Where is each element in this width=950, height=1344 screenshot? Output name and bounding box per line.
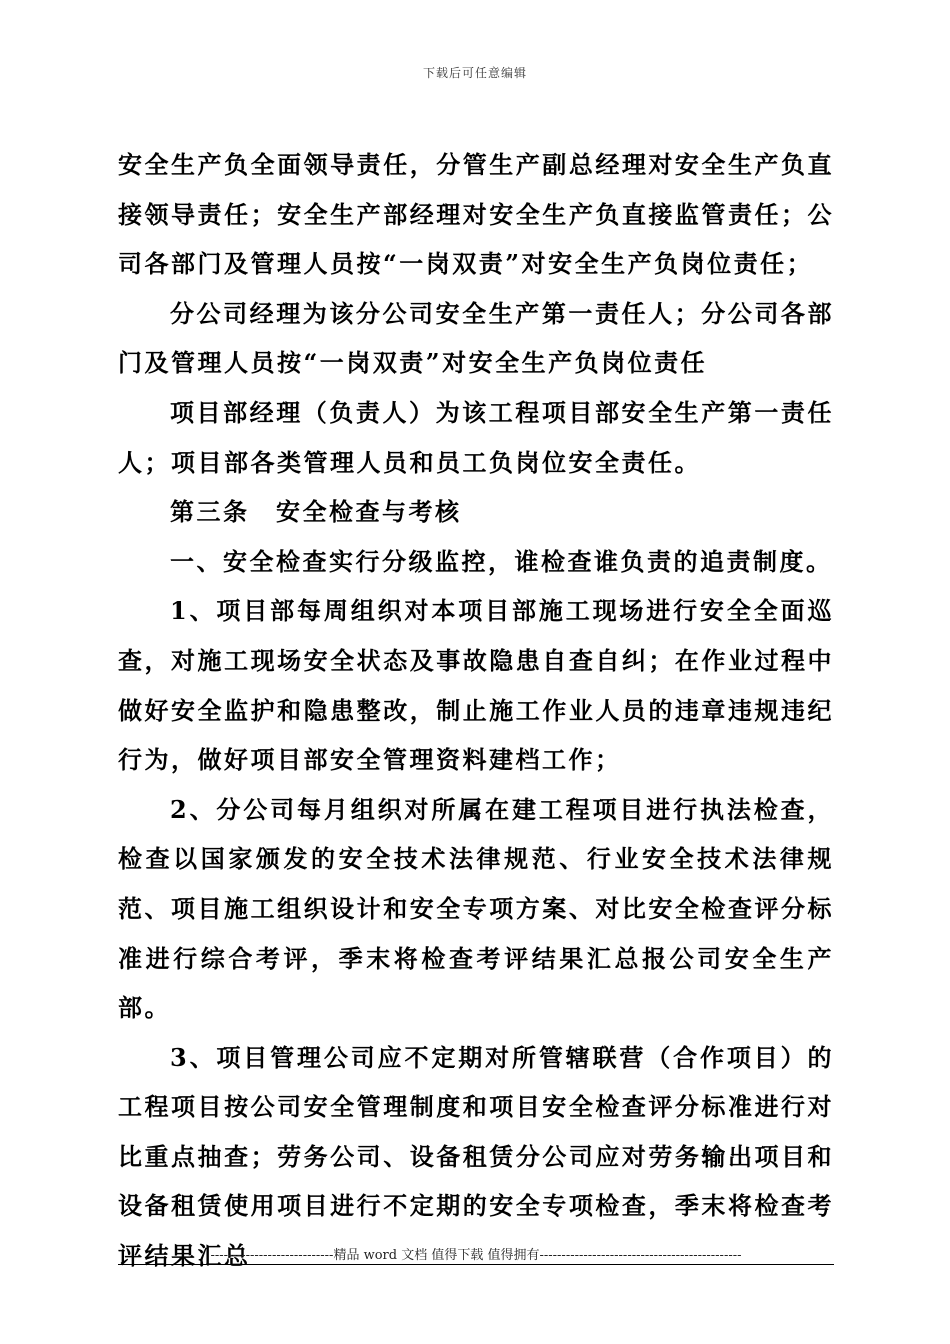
footer-divider <box>118 1264 834 1265</box>
paragraph-responsibility-continued: 安全生产负全面领导责任，分管生产副总经理对安全生产负直接领导责任；安全生产部经理对安全生产负直接监管责任；公司各部门及管理人员按“一岗双责”对安全生产负岗位责任； <box>118 150 834 279</box>
paragraph-item-1: 1、项目部每周组织对本项目部施工现场进行安全全面巡查，对施工现场安全状态及事故隐患自查自纠；在作业过程中做好安全监护和隐患整改，制止施工作业人员的违章违规违纪行为，做好项目部安全管理资料建档工作； <box>118 596 834 775</box>
document-body <box>118 140 834 1281</box>
paragraph-item-2: 2、分公司每月组织对所属在建工程项目进行执法检查，检查以国家颁发的安全技术法律规范、行业安全技术法律规范、项目施工组织设计和安全专项方案、对比安全检查评分标准进行综合考评，季末将检查考评结果汇总报公司安全生产部。 <box>118 794 834 1023</box>
paragraph-inspection-system: 一、安全检查实行分级监控，谁检查谁负责的追责制度。 <box>170 546 833 576</box>
paragraph-project-manager: 项目部经理（负责人）为该工程项目部安全生产第一责任人；项目部各类管理人员和员工负岗位安全责任。 <box>118 397 834 477</box>
article-three-heading: 第三条 安全检查与考核 <box>170 497 462 527</box>
paragraph-branch-manager: 分公司经理为该分公司安全生产第一责任人；分公司各部门及管理人员按“一岗双责”对安全生产负岗位责任 <box>118 298 834 378</box>
page-footer: ----------------------------精品 word 文档 值得下载 值得拥有---------------------------------------------- <box>210 1248 742 1263</box>
page-header: 下载后可任意编辑 <box>422 66 527 80</box>
paragraph-item-3: 3、项目管理公司应不定期对所管辖联营（合作项目）的工程项目按公司安全管理制度和项目安全检查评分标准进行对比重点抽查；劳务公司、设备租赁分公司应对劳务输出项目和设备租赁使用项目进行不定期的安全专项检查，季末将检查考评结果汇总 <box>118 1042 834 1271</box>
